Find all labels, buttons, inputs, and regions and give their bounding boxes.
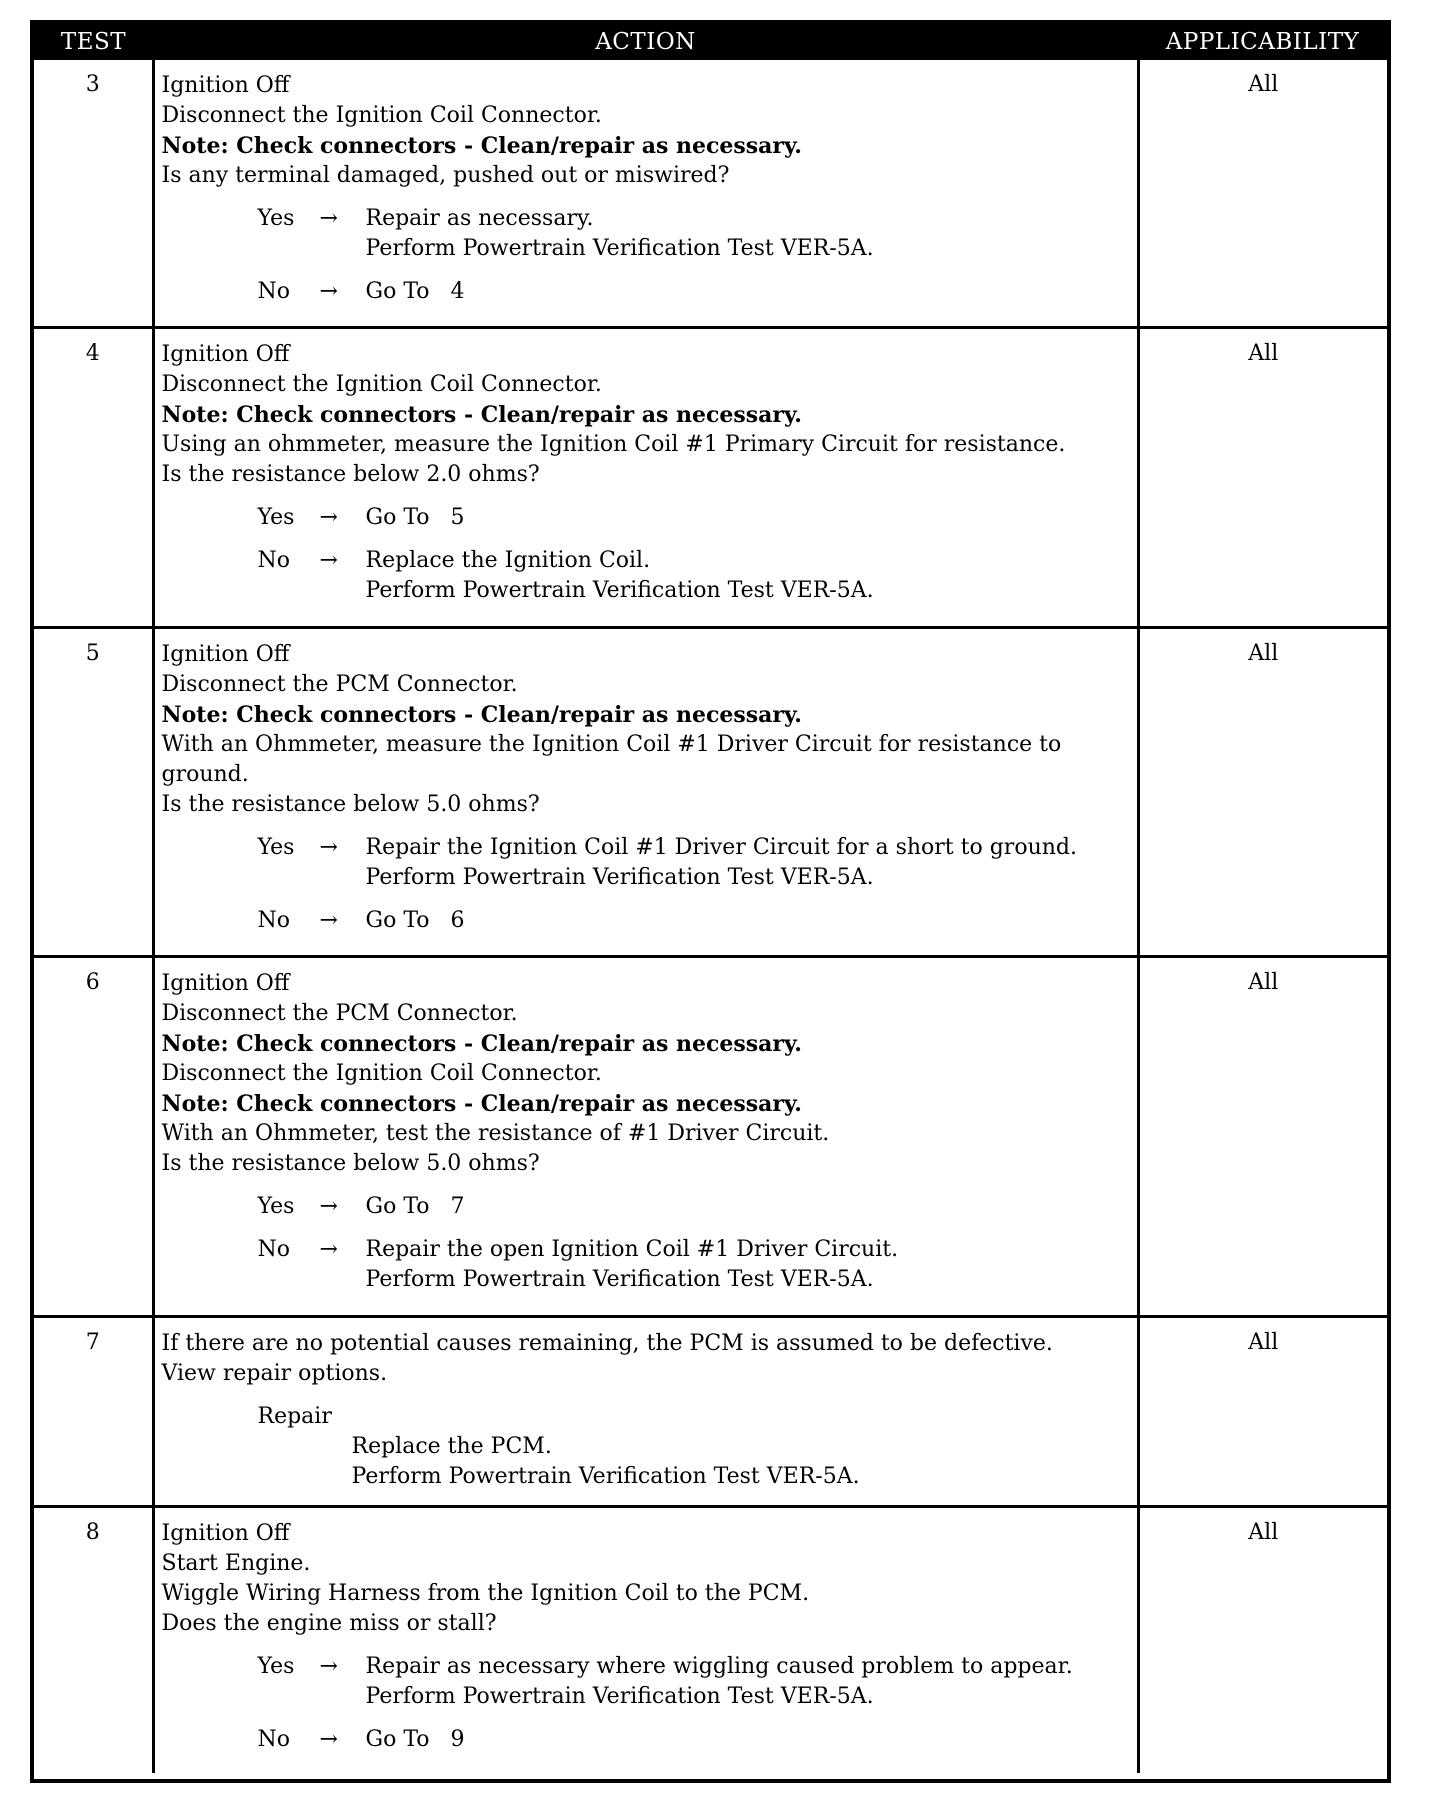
test-number: 3 — [34, 60, 153, 327]
action-step: Start Engine. — [161, 1550, 311, 1576]
header-applicability: APPLICABILITY — [1138, 24, 1387, 60]
action-cell — [153, 1506, 1138, 1773]
response-line: Perform Powertrain Verification Test VER-5A. — [365, 577, 874, 603]
note-text: Note: Check connectors - Clean/repair as necessary. — [161, 133, 802, 159]
response-line: Perform Powertrain Verification Test VER-5A. — [365, 1266, 874, 1292]
action-cell — [153, 327, 1138, 627]
action-step: Using an ohmmeter, measure the Ignition Coil #1 Primary Circuit for resistance. — [161, 431, 1066, 457]
no-response — [162, 1725, 1131, 1755]
question-text: Is the resistance below 5.0 ohms? — [161, 1150, 540, 1176]
applicability-value: All — [1138, 327, 1387, 627]
action-step: Ignition Off — [161, 970, 290, 996]
yes-response — [162, 833, 1131, 893]
test-number: 7 — [34, 1316, 153, 1506]
yes-text — [366, 833, 1131, 893]
arrow-icon: → — [319, 1236, 338, 1262]
response-line: Go To 4 — [365, 279, 465, 304]
no-response — [162, 1235, 1131, 1295]
response-line: Perform Powertrain Verification Test VER-5A. — [365, 864, 874, 890]
action-step: Disconnect the PCM Connector. — [161, 671, 518, 697]
yes-text — [366, 1652, 1131, 1712]
applicability-value: All — [1138, 1316, 1387, 1506]
repair-text — [258, 1432, 1131, 1492]
arrow-icon: → — [319, 907, 338, 933]
arrow-icon: → — [319, 504, 338, 530]
yes-text — [366, 1192, 1131, 1222]
action-step: With an Ohmmeter, measure the Ignition Coil #1 Driver Circuit for resistance to ground. — [161, 731, 1062, 787]
action-step: Disconnect the PCM Connector. — [161, 1000, 518, 1026]
note-text: Note: Check connectors - Clean/repair as necessary. — [161, 1030, 802, 1057]
arrow-icon: → — [319, 547, 338, 573]
action-step: Disconnect the Ignition Coil Connector. — [161, 1060, 602, 1086]
action-cell — [153, 956, 1138, 1316]
action-cell — [153, 1316, 1138, 1506]
note-text: Note: Check connectors - Clean/repair as necessary. — [161, 1090, 802, 1117]
response-line: Repair as necessary. — [365, 206, 594, 231]
response-line: Perform Powertrain Verification Test VER-5A. — [365, 236, 874, 261]
action-step: With an Ohmmeter, test the resistance of #1 Driver Circuit. — [161, 1120, 830, 1146]
no-text — [366, 277, 1131, 307]
no-label: No — [257, 547, 290, 573]
table-row — [34, 327, 1387, 627]
diagnostic-table-page — [30, 20, 1391, 1783]
yes-response — [162, 1192, 1131, 1222]
table-row — [34, 627, 1387, 956]
response-line: Go To 7 — [365, 1193, 465, 1219]
no-text — [366, 906, 1131, 936]
yes-response — [162, 204, 1131, 264]
yes-response — [162, 503, 1131, 533]
arrow-icon: → — [319, 279, 338, 304]
arrow-icon: → — [319, 834, 338, 860]
question-text: Is any terminal damaged, pushed out or miswired? — [161, 163, 730, 188]
yes-response — [162, 1652, 1131, 1712]
action-cell — [153, 60, 1138, 327]
no-response — [162, 546, 1131, 606]
no-response — [162, 906, 1131, 936]
no-text — [366, 1725, 1131, 1755]
response-line: Replace the PCM. — [351, 1433, 552, 1459]
no-label: No — [257, 1726, 290, 1752]
no-response — [162, 277, 1131, 307]
action-step: Ignition Off — [161, 1520, 290, 1546]
yes-label: Yes — [257, 1653, 295, 1679]
yes-label: Yes — [257, 1193, 295, 1219]
repair-options — [162, 1402, 1131, 1492]
test-number: 4 — [34, 327, 153, 627]
applicability-value: All — [1138, 60, 1387, 327]
header-row — [34, 24, 1387, 60]
action-step: Ignition Off — [161, 341, 290, 367]
test-number: 5 — [34, 627, 153, 956]
response-line: Replace the Ignition Coil. — [365, 547, 651, 573]
no-label: No — [257, 1236, 290, 1262]
response-line: Perform Powertrain Verification Test VER-5A. — [365, 1683, 874, 1709]
applicability-value: All — [1138, 1506, 1387, 1773]
applicability-value: All — [1138, 627, 1387, 956]
table-row — [34, 1316, 1387, 1506]
no-text — [366, 1235, 1131, 1295]
response-line: Repair as necessary where wiggling caused problem to appear. — [365, 1653, 1073, 1679]
question-text: Is the resistance below 2.0 ohms? — [161, 461, 540, 487]
arrow-icon: → — [319, 1193, 338, 1219]
table-row — [34, 1506, 1387, 1773]
yes-text — [366, 503, 1131, 533]
yes-label: Yes — [257, 504, 295, 530]
response-line: Repair the open Ignition Coil #1 Driver Circuit. — [365, 1236, 899, 1262]
note-text: Note: Check connectors - Clean/repair as necessary. — [161, 401, 802, 428]
no-label: No — [257, 279, 290, 304]
header-action: ACTION — [153, 24, 1138, 60]
action-step: If there are no potential causes remaining, the PCM is assumed to be defective. — [161, 1330, 1053, 1356]
no-text — [366, 546, 1131, 606]
yes-label: Yes — [257, 206, 295, 231]
test-number: 8 — [34, 1506, 153, 1773]
header-test: TEST — [34, 24, 153, 60]
action-step: Disconnect the Ignition Coil Connector. — [161, 371, 602, 397]
diagnostic-table — [34, 24, 1387, 1773]
arrow-icon: → — [319, 206, 338, 231]
question-text: Is the resistance below 5.0 ohms? — [161, 791, 540, 817]
response-line: Go To 9 — [365, 1726, 465, 1752]
table-row — [34, 60, 1387, 327]
table-row — [34, 956, 1387, 1316]
response-line: Go To 6 — [365, 907, 465, 933]
yes-text — [366, 204, 1131, 264]
action-step: View repair options. — [161, 1360, 388, 1386]
note-text: Note: Check connectors - Clean/repair as necessary. — [161, 701, 802, 728]
no-label: No — [257, 907, 290, 933]
action-step: Ignition Off — [161, 641, 290, 667]
action-step: Disconnect the Ignition Coil Connector. — [161, 103, 602, 128]
yes-label: Yes — [257, 834, 295, 860]
response-line: Go To 5 — [365, 504, 465, 530]
action-step: Ignition Off — [161, 73, 290, 98]
arrow-icon: → — [319, 1726, 338, 1752]
action-cell — [153, 627, 1138, 956]
applicability-value: All — [1138, 956, 1387, 1316]
question-text: Does the engine miss or stall? — [161, 1610, 497, 1636]
action-step: Wiggle Wiring Harness from the Ignition Coil to the PCM. — [161, 1580, 810, 1606]
arrow-icon: → — [319, 1653, 338, 1679]
response-line: Repair the Ignition Coil #1 Driver Circuit for a short to ground. — [365, 834, 1077, 860]
test-number: 6 — [34, 956, 153, 1316]
repair-label: Repair — [257, 1403, 332, 1429]
response-line: Perform Powertrain Verification Test VER-5A. — [351, 1463, 860, 1489]
